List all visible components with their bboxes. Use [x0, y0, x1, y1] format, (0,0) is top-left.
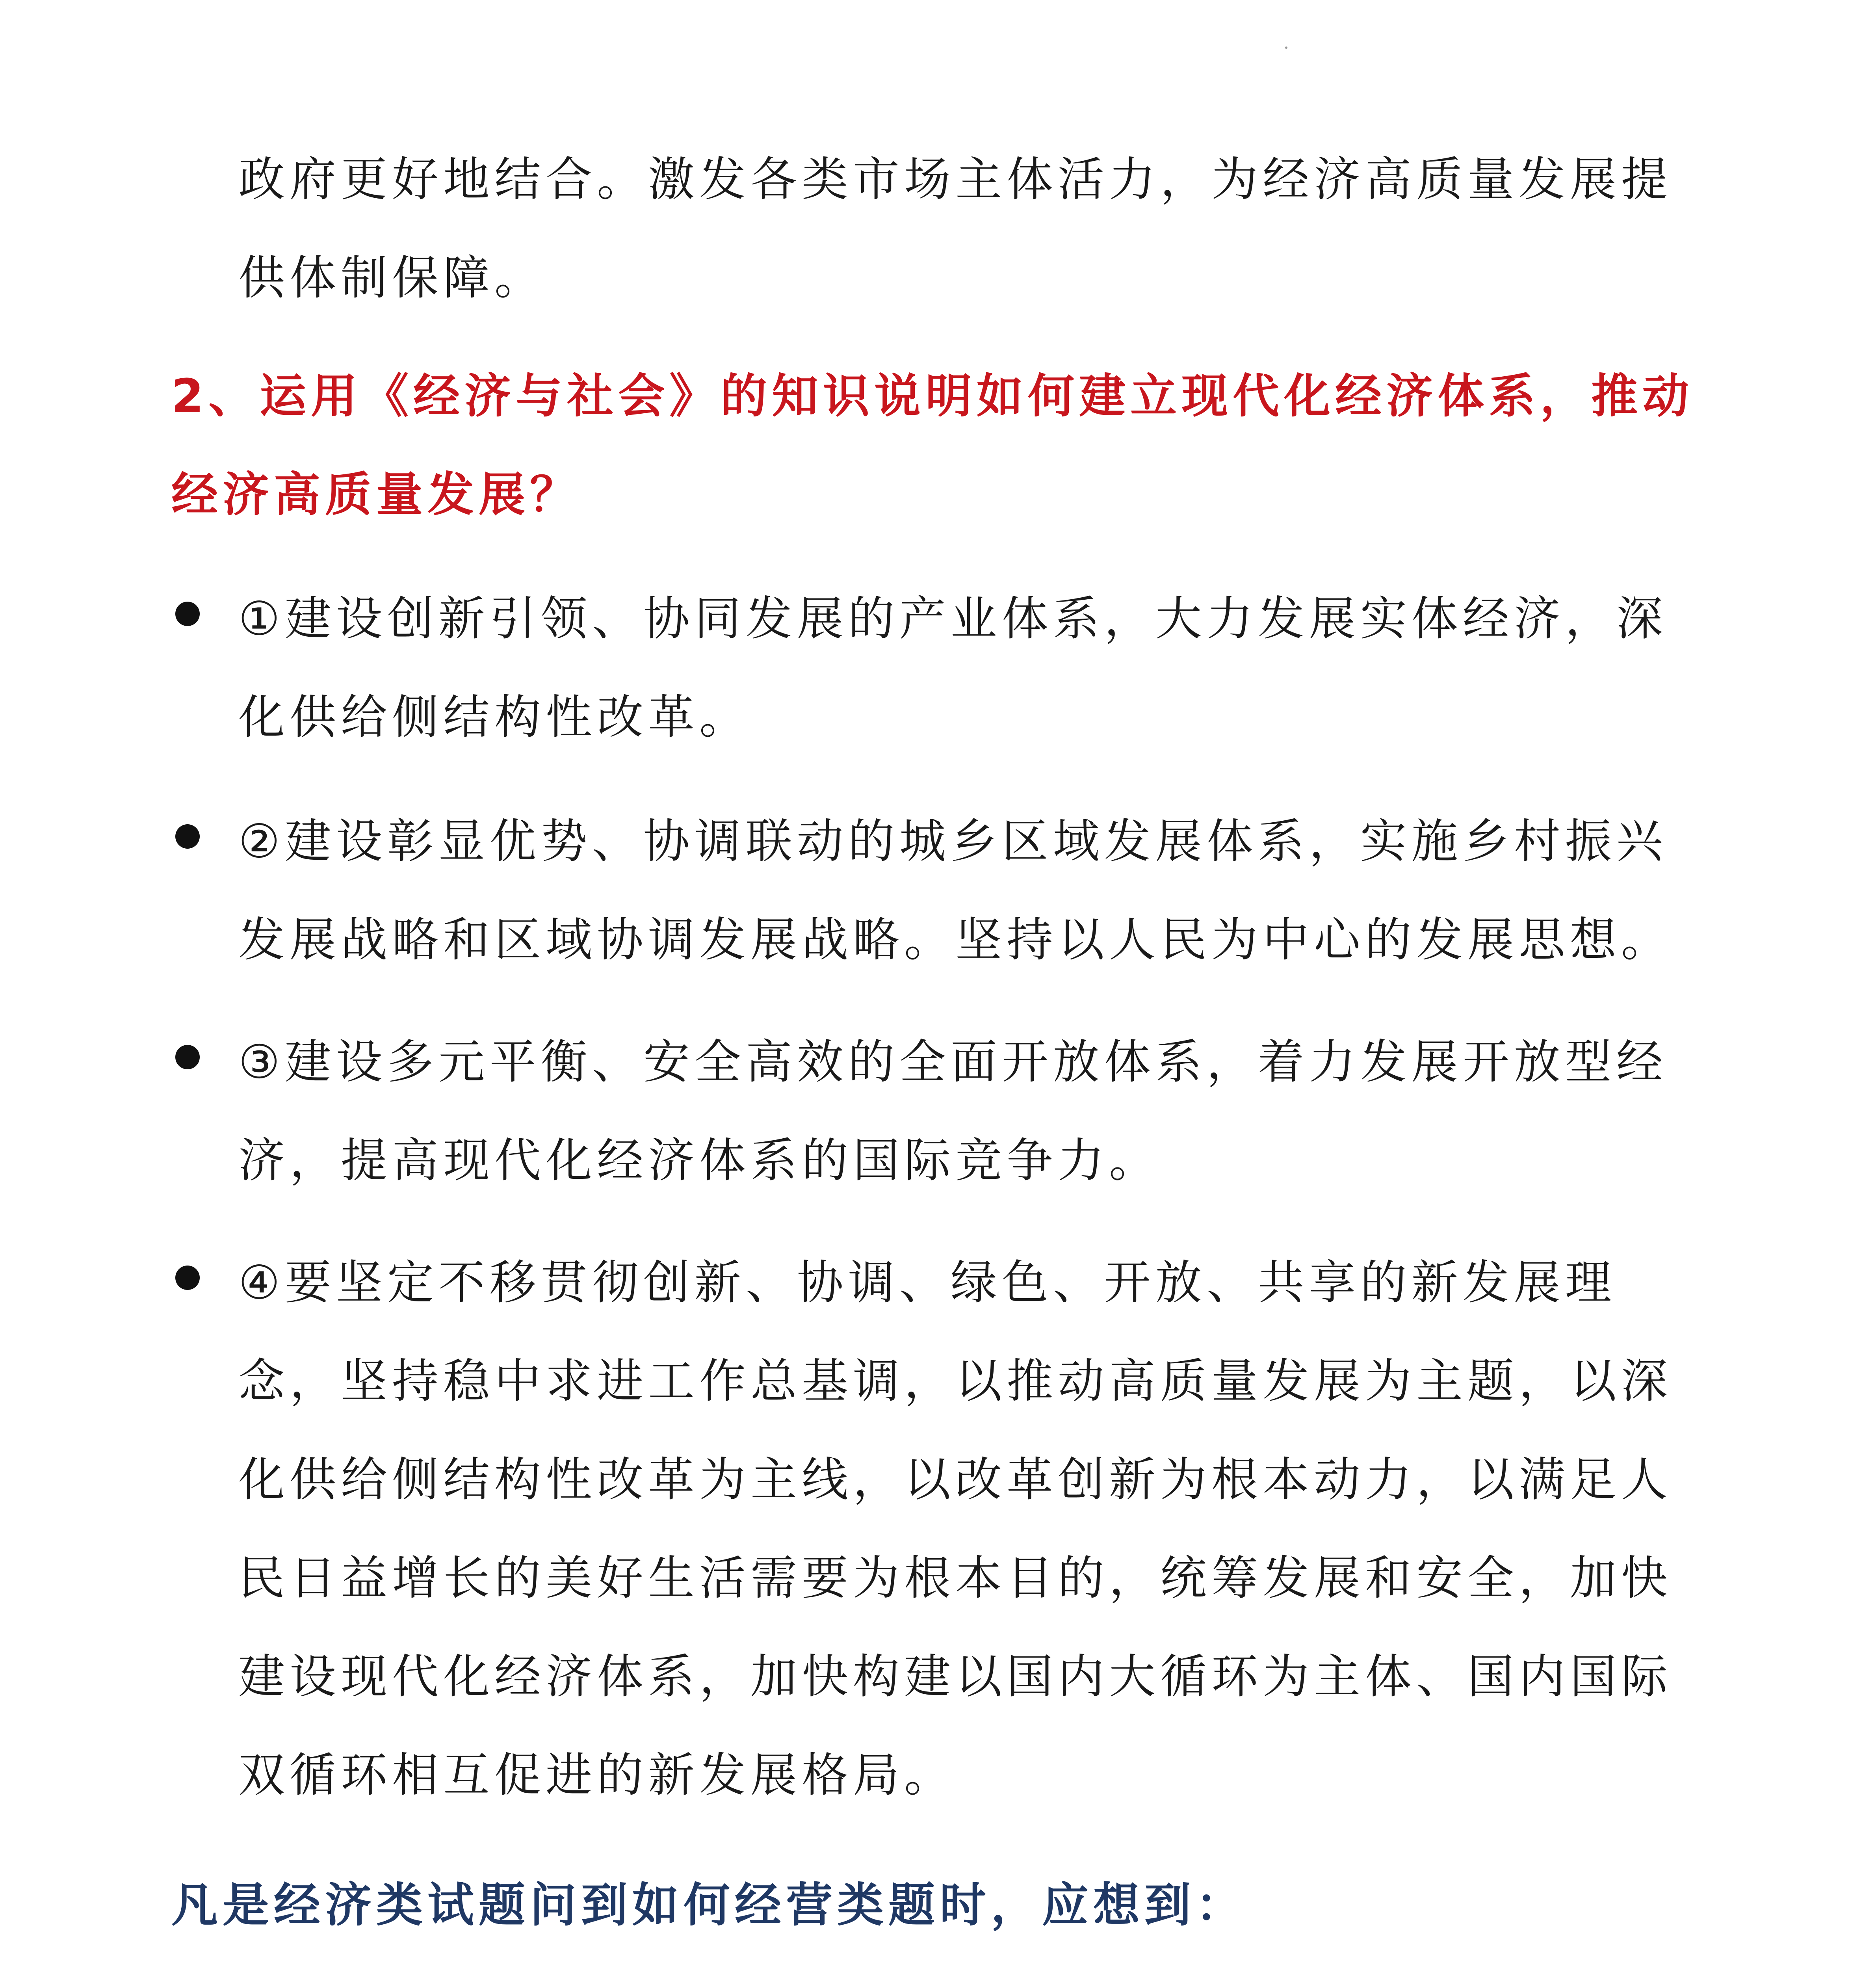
intro-paragraph [238, 130, 1716, 327]
bullet-dot-icon [175, 824, 200, 849]
bullet-dot-icon [175, 1266, 200, 1290]
bullet-text: ①建设创新引领、协同发展的产业体系，大力发展实体经济，深化供给侧结构性改革。 [238, 591, 1668, 744]
question-text: 2、运用《经济与社会》的知识说明如何建立现代化经济体系，推动经济高质量发展？ [171, 369, 1694, 522]
bullet-item-4 [171, 1233, 1716, 1824]
bullet-text: ②建设彰显优势、协调联动的城乡区域发展体系，实施乡村振兴发展战略和区域协调发展战略。坚持以人民为中心的发展思想。 [238, 814, 1673, 967]
bullet-item-1 [171, 569, 1716, 766]
bullet-text: ④要坚定不移贯彻创新、协调、绿色、开放、共享的新发展理念，坚持稳中求进工作总基调，以推动高质量发展为主题，以深化供给侧结构性改革为主线，以改革创新为根本动力，以满足人民日益增长的美好生活需要为根本目的，统筹发展和安全，加快建设现代化经济体系，加快构建以国内大循环为主体、国内国际双循环相互促进的新发展格局。 [238, 1255, 1673, 1802]
intro-text: 政府更好地结合。激发各类市场主体活力，为经济高质量发展提供体制保障。 [238, 152, 1673, 305]
prompt-heading [171, 1856, 1716, 1954]
bullet-dot-icon [175, 1045, 200, 1069]
bullet-text: ③建设多元平衡、安全高效的全面开放体系，着力发展开放型经济，提高现代化经济体系的国际竞争力。 [238, 1035, 1668, 1188]
bullet-item-3 [171, 1013, 1716, 1210]
bullet-dot-icon [175, 602, 200, 626]
question-heading [171, 347, 1716, 544]
corner-dot [1285, 46, 1287, 49]
bullet-item-2 [171, 792, 1716, 989]
prompt-text: 凡是经济类试题问到如何经营类题时，应想到： [171, 1878, 1247, 1932]
